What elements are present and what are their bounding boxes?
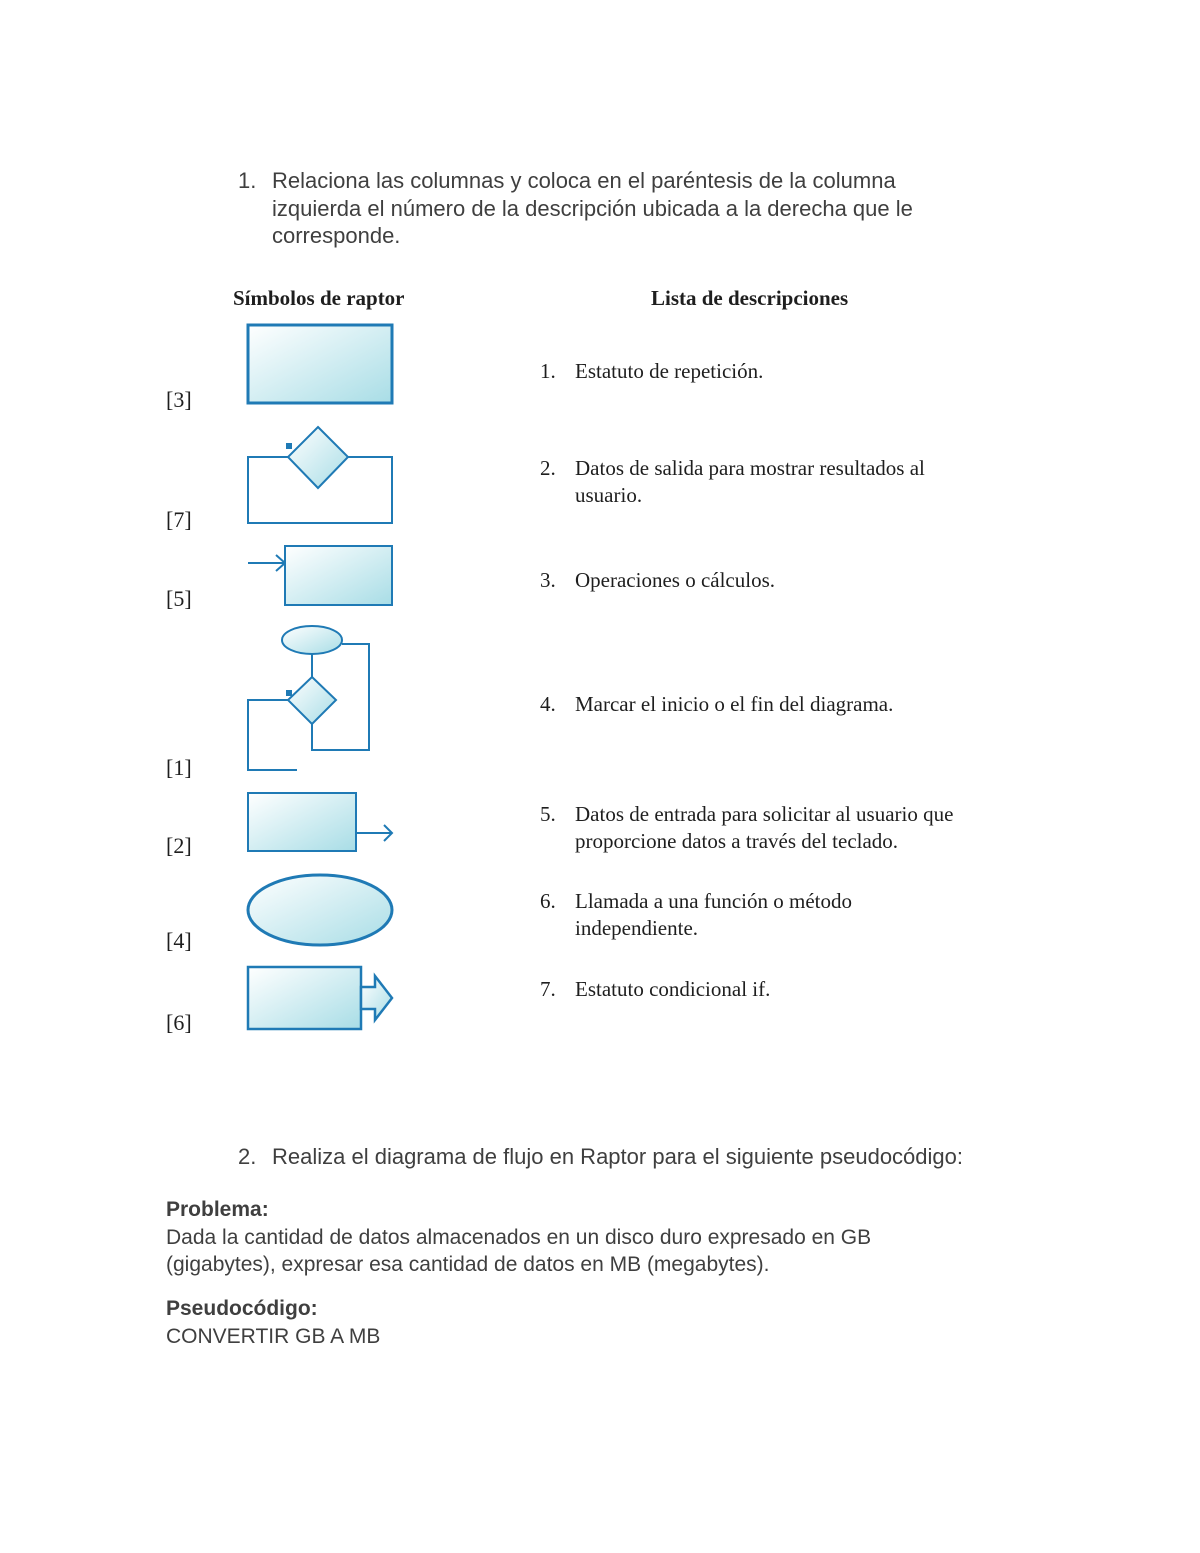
problem-line-1: Dada la cantidad de datos almacenados en un disco duro expresado en GB — [166, 1226, 872, 1249]
terminal-symbol-icon — [240, 870, 400, 950]
description-text: Operaciones o cálculos. — [575, 568, 776, 592]
descriptions-column-header: Lista de descripciones — [651, 286, 849, 310]
symbols-column-header: Símbolos de raptor — [233, 286, 405, 310]
pseudocode-label: Pseudocódigo: — [166, 1297, 318, 1320]
answer-6: [4] — [166, 928, 192, 953]
description-number: 1. — [540, 359, 556, 383]
input-symbol-icon — [240, 962, 400, 1034]
description-7 — [540, 976, 1020, 1006]
answer-5: [2] — [166, 833, 192, 858]
answer-2: [7] — [166, 507, 192, 532]
question-1-line-1: Relaciona las columnas y coloca en el paréntesis de la columna — [272, 168, 896, 193]
question-1-line-2: izquierda el número de la descripción ubicada a la derecha que le — [272, 196, 913, 221]
description-1 — [540, 358, 1020, 388]
question-2 — [238, 1143, 1038, 1173]
call-symbol-icon — [240, 542, 400, 610]
question-1 — [238, 167, 1018, 257]
description-number: 3. — [540, 568, 556, 592]
description-text: Estatuto condicional if. — [575, 977, 771, 1001]
answer-7: [6] — [166, 1010, 192, 1035]
question-1-line-3: corresponde. — [272, 223, 401, 248]
description-text: Estatuto de repetición. — [575, 359, 764, 383]
selection-symbol-icon — [240, 422, 400, 528]
question-2-number: 2. — [238, 1144, 257, 1169]
description-2 — [540, 455, 1020, 511]
description-text: Llamada a una función o método independiente. — [575, 889, 852, 940]
problem-label: Problema: — [166, 1198, 269, 1221]
description-number: 4. — [540, 692, 556, 716]
description-5 — [540, 801, 1020, 857]
question-2-text: Realiza el diagrama de flujo en Raptor para el siguiente pseudocódigo: — [272, 1144, 964, 1169]
pseudocode-text: CONVERTIR GB A MB — [166, 1325, 381, 1348]
problem-line-2: (gigabytes), expresar esa cantidad de datos en MB (megabytes). — [166, 1253, 770, 1276]
description-text: Datos de entrada para solicitar al usuario que proporcione datos a través del teclado. — [575, 802, 954, 853]
output-symbol-icon — [240, 788, 400, 856]
description-number: 6. — [540, 889, 556, 913]
description-number: 2. — [540, 456, 556, 480]
answer-1: [3] — [166, 387, 192, 412]
description-number: 7. — [540, 977, 556, 1001]
question-1-number: 1. — [238, 168, 257, 193]
description-4 — [540, 691, 1020, 721]
loop-symbol-icon — [240, 622, 400, 774]
description-6 — [540, 888, 1020, 944]
answer-4: [1] — [166, 755, 192, 780]
assignment-symbol-icon — [240, 320, 400, 410]
description-number: 5. — [540, 802, 556, 826]
description-text: Marcar el inicio o el fin del diagrama. — [575, 692, 894, 716]
description-3 — [540, 567, 1020, 597]
description-text: Datos de salida para mostrar resultados al usuario. — [575, 456, 925, 507]
answer-3: [5] — [166, 586, 192, 611]
